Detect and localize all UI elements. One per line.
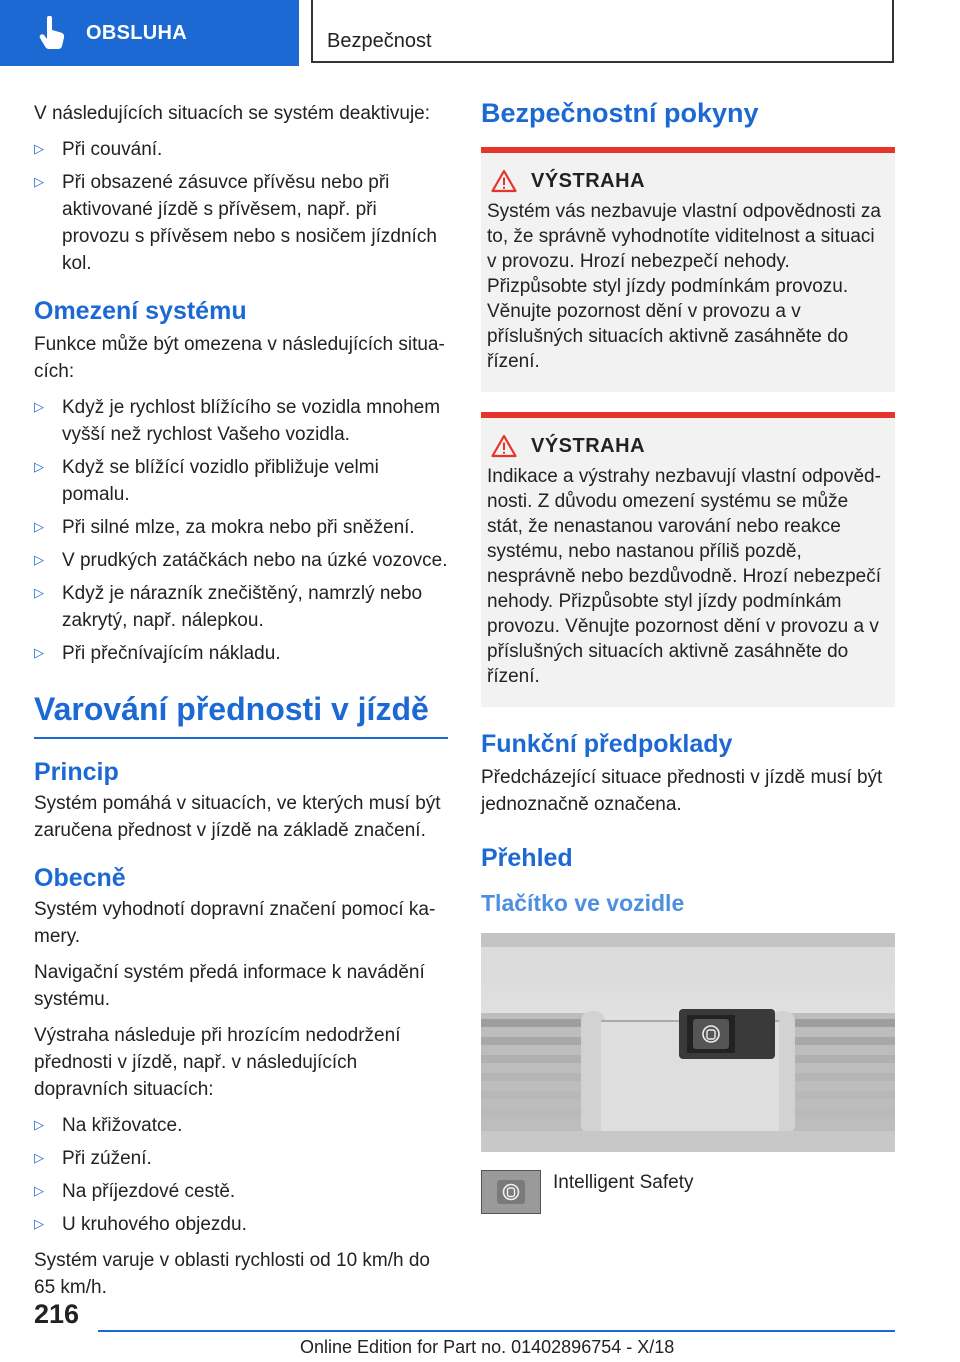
footer-divider bbox=[98, 1330, 895, 1332]
list-item: ▷ Při silné mlze, za mokra nebo při sněžení. bbox=[34, 514, 448, 541]
warning-triangle-icon bbox=[491, 169, 517, 193]
triangle-bullet-icon: ▷ bbox=[34, 646, 44, 661]
deactivation-intro: V následujících situacích se systém deaktivuje: bbox=[34, 103, 431, 124]
list-item: ▷ V prudkých zatáčkách nebo na úzké vozovce. bbox=[34, 547, 448, 574]
triangle-bullet-icon: ▷ bbox=[34, 1217, 44, 1232]
general-text-1: Systém vyhodnotí dopravní značení pomocí kamery. bbox=[34, 899, 436, 947]
list-item: ▷ Když je rychlost blížícího se vozidla mnohem vyšší než rychlost Vašeho vozidla. bbox=[34, 394, 448, 448]
list-item: ▷ Při couvání. bbox=[34, 136, 448, 163]
limits-text: Funkce může být omezena v následujících situacích: bbox=[34, 334, 445, 382]
triangle-bullet-icon: ▷ bbox=[34, 1151, 44, 1166]
section-label: OBSLUHA bbox=[86, 21, 187, 44]
general-text-2: Navigační systém předá informace k navádění systému. bbox=[34, 962, 425, 1010]
triangle-bullet-icon: ▷ bbox=[34, 142, 44, 157]
triangle-bullet-icon: ▷ bbox=[34, 520, 44, 535]
warning-box-1 bbox=[481, 147, 895, 392]
main-heading: Varování přednosti v jízdě bbox=[34, 696, 448, 739]
triangle-bullet-icon: ▷ bbox=[34, 460, 44, 475]
list-item: ▷ Když je nárazník znečištěný, namrzlý nebo zakrytý, např. nálepkou. bbox=[34, 580, 448, 634]
limits-heading: Omezení systému bbox=[34, 297, 247, 325]
warning-text: Indikace a výstrahy nezbavují vlastní odpovědnosti. Z důvodu omezení systému se může stát, že nenastanou varování nebo reakce systému, nebo nastanou příliš pozdě, nesprávně nebo bezdůvodně. Hrozí nebezpečí nehody. Přizpůsobte styl jízdy podmínkám provozu. Věnujte pozornost dění v provozu a v příslušných situacích aktivně zasáhněte do řízení. bbox=[487, 466, 881, 687]
button-heading: Tlačítko ve vozidle bbox=[481, 890, 685, 916]
warning-title: VÝSTRAHA bbox=[531, 169, 646, 192]
limits-list bbox=[34, 394, 448, 667]
warning-box-2 bbox=[481, 412, 895, 707]
speed-text: Systém varuje v oblasti rychlosti od 10 km/h do 65 km/h. bbox=[34, 1250, 431, 1298]
legend-row bbox=[481, 1170, 895, 1214]
legend-label: Intelligent Safety bbox=[553, 1172, 694, 1193]
list-item: ▷ U kruhového objezdu. bbox=[34, 1211, 448, 1238]
list-item: ▷ Při obsazené zásuvce přívěsu nebo při aktivované jízdě s přívěsem, např. při provozu s přívěsem nebo s nosičem jízdních kol. bbox=[34, 169, 448, 277]
triangle-bullet-icon: ▷ bbox=[34, 400, 44, 415]
intelligent-safety-button-icon bbox=[481, 1170, 541, 1214]
general-text-3: Výstraha následuje při hrozícím nedodržení přednosti v jízdě, např. v následujících dopravních situacích: bbox=[34, 1025, 401, 1100]
triangle-bullet-icon: ▷ bbox=[34, 1118, 44, 1133]
list-item: ▷ Při přečnívajícím nákladu. bbox=[34, 640, 448, 667]
triangle-bullet-icon: ▷ bbox=[34, 553, 44, 568]
vehicle-button-photo bbox=[481, 933, 895, 1152]
traffic-list bbox=[34, 1112, 448, 1238]
list-item: ▷ Když se blížící vozidlo přibližuje velmi pomalu. bbox=[34, 454, 448, 508]
dashboard-illustration bbox=[481, 933, 895, 1152]
hand-pointer-icon bbox=[38, 16, 66, 50]
triangle-bullet-icon: ▷ bbox=[34, 586, 44, 601]
chapter-box bbox=[311, 0, 894, 63]
general-heading: Obecně bbox=[34, 864, 126, 892]
prereq-text: Předcházející situace přednosti v jízdě musí být jednoznačně označena. bbox=[481, 767, 883, 815]
list-item: ▷ Na příjezdové cestě. bbox=[34, 1178, 448, 1205]
section-tab bbox=[0, 0, 299, 66]
page-number: 216 bbox=[34, 1299, 80, 1329]
warning-text: Systém vás nezbavuje vlastní odpovědnosti za to, že správně vyhodnotíte viditelnost a situaci v provozu. Hrozí nebezpečí nehody. Přizpůsobte styl jízdy podmínkám provozu. Věnujte pozornost dění v provozu a v příslušných situacích aktivně zasáhněte do řízení. bbox=[487, 201, 881, 372]
warning-title: VÝSTRAHA bbox=[531, 434, 646, 457]
principle-text: Systém pomáhá v situacích, ve kterých musí být zaručena přednost v jízdě na základě značení. bbox=[34, 793, 441, 841]
footer-edition: Online Edition for Part no. 01402896754 - X/18 bbox=[300, 1337, 675, 1357]
principle-heading: Princip bbox=[34, 758, 119, 786]
warning-triangle-icon bbox=[491, 434, 517, 458]
overview-heading: Přehled bbox=[481, 844, 573, 872]
deactivation-list bbox=[34, 136, 448, 277]
right-column bbox=[481, 100, 895, 1214]
list-item: ▷ Na křižovatce. bbox=[34, 1112, 448, 1139]
triangle-bullet-icon: ▷ bbox=[34, 1184, 44, 1199]
list-item: ▷ Při zúžení. bbox=[34, 1145, 448, 1172]
safety-heading: Bezpečnostní pokyny bbox=[481, 98, 759, 128]
left-column bbox=[34, 100, 448, 1310]
triangle-bullet-icon: ▷ bbox=[34, 175, 44, 190]
prereq-heading: Funkční předpoklady bbox=[481, 730, 733, 758]
chapter-label: Bezpečnost bbox=[327, 30, 432, 52]
